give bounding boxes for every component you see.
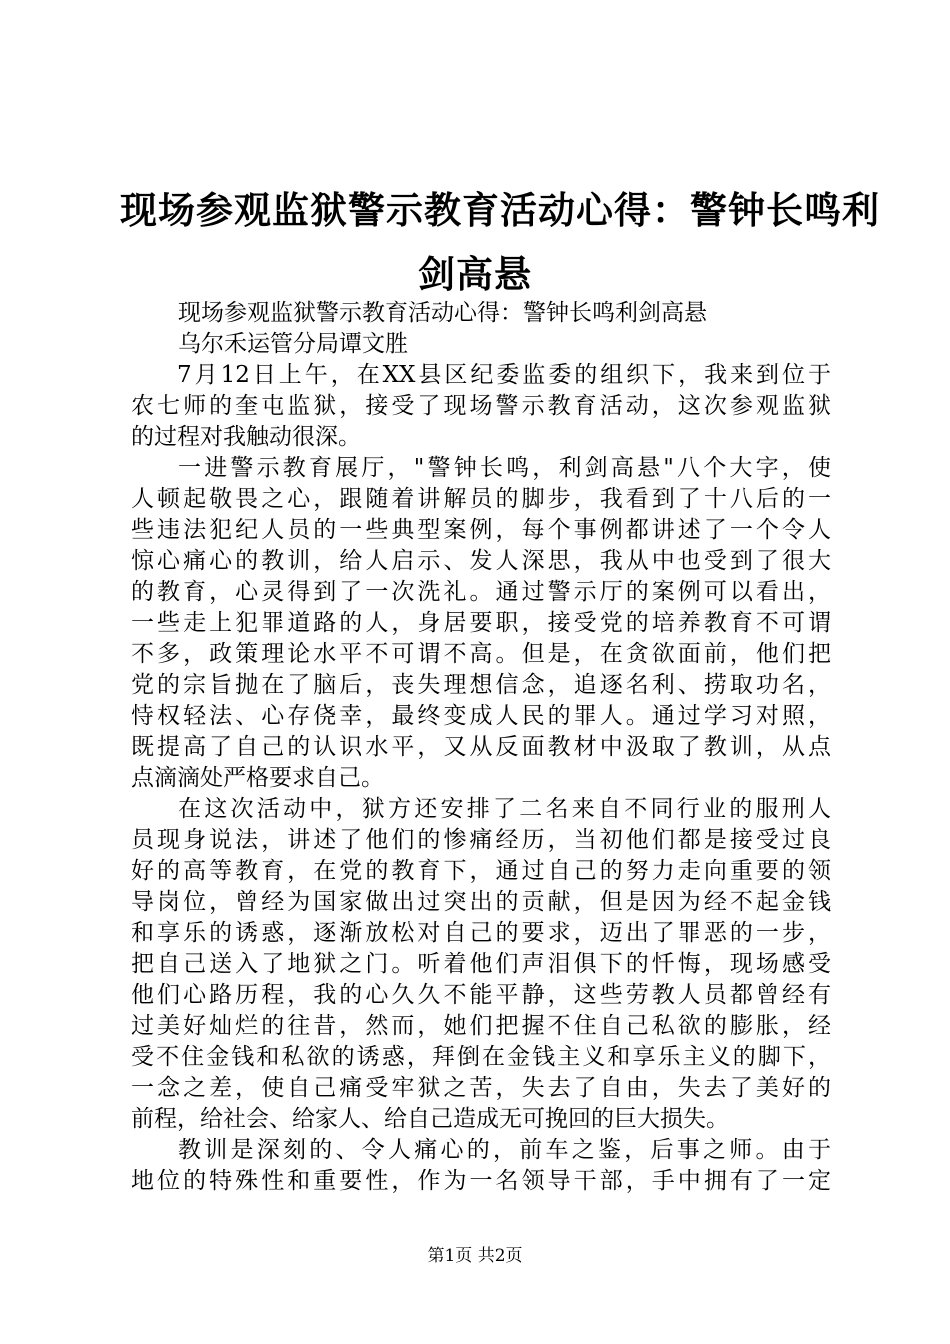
- paragraph-2-line-11: 点滴滴处严格要求自己。: [131, 765, 384, 791]
- paragraph-3-line-7: 他们心路历程，我的心久久不能平静，这些劳教人员都曾经有: [131, 982, 831, 1008]
- paragraph-2-line-4: 惊心痛心的教训，给人启示、发人深思，我从中也受到了很大: [131, 548, 831, 574]
- paragraph-3-line-8: 过美好灿烂的往昔，然而，她们把握不住自己私欲的膨胀，经: [131, 1013, 831, 1039]
- paragraph-3-line-9: 受不住金钱和私欲的诱惑，拜倒在金钱主义和享乐主义的脚下，: [131, 1044, 831, 1070]
- paragraph-2-line-8: 党的宗旨抛在了脑后，丧失理想信念，追逐名利、捞取功名，: [131, 672, 831, 698]
- paragraph-2-line-1: 一进警示教育展厅，"警钟长鸣，利剑高悬"八个大字，使: [178, 455, 831, 481]
- page-footer: 第1页 共2页: [427, 1246, 523, 1266]
- paragraph-2-line-5: 的教育，心灵得到了一次洗礼。通过警示厅的案例可以看出，: [131, 579, 831, 605]
- document-body: [131, 298, 831, 1197]
- paragraph-4-line-1: 教训是深刻的、令人痛心的，前车之鉴，后事之师。由于: [178, 1137, 831, 1163]
- author-line: 乌尔禾运管分局谭文胜: [178, 331, 408, 357]
- paragraph-1-line-1: 7月12日上午，在XX县区纪委监委的组织下，我来到位于: [177, 362, 831, 388]
- paragraph-3-line-10: 一念之差，使自己痛受牢狱之苦，失去了自由，失去了美好的: [131, 1075, 831, 1101]
- paragraph-2-line-6: 一些走上犯罪道路的人，身居要职，接受党的培养教育不可谓: [131, 610, 831, 636]
- title-line-2: 剑高悬: [418, 252, 532, 296]
- paragraph-2-line-9: 恃权轻法、心存侥幸，最终变成人民的罪人。通过学习对照，: [131, 703, 831, 729]
- paragraph-3-line-11: 前程，给社会、给家人、给自己造成无可挽回的巨大损失。: [131, 1106, 729, 1132]
- paragraph-1-line-3: 的过程对我触动很深。: [131, 424, 361, 450]
- paragraph-2-line-3: 些违法犯纪人员的一些典型案例，每个事例都讲述了一个令人: [131, 517, 831, 543]
- title-line-1: 现场参观监狱警示教育活动心得：警钟长鸣利: [120, 188, 880, 232]
- paragraph-4-line-2: 地位的特殊性和重要性，作为一名领导干部，手中拥有了一定: [131, 1168, 831, 1194]
- paragraph-2-line-10: 既提高了自己的认识水平，又从反面教材中汲取了教训，从点: [131, 734, 831, 760]
- paragraph-3-line-6: 把自己送入了地狱之门。听着他们声泪俱下的忏悔，现场感受: [131, 951, 831, 977]
- paragraph-1-line-2: 农七师的奎屯监狱，接受了现场警示教育活动，这次参观监狱: [131, 393, 831, 419]
- paragraph-3-line-3: 好的高等教育，在党的教育下，通过自己的努力走向重要的领: [131, 858, 831, 884]
- paragraph-2-line-7: 不多，政策理论水平不可谓不高。但是，在贪欲面前，他们把: [131, 641, 831, 667]
- document-title: [120, 178, 880, 306]
- paragraph-3-line-4: 导岗位，曾经为国家做出过突出的贡献，但是因为经不起金钱: [131, 889, 831, 915]
- paragraph-3-line-5: 和享乐的诱惑，逐渐放松对自己的要求，迈出了罪恶的一步，: [131, 920, 831, 946]
- paragraph-2-line-2: 人顿起敬畏之心，跟随着讲解员的脚步，我看到了十八后的一: [131, 486, 831, 512]
- paragraph-3-line-2: 员现身说法，讲述了他们的惨痛经历，当初他们都是接受过良: [131, 827, 831, 853]
- paragraph-3-line-1: 在这次活动中，狱方还安排了二名来自不同行业的服刑人: [178, 796, 831, 822]
- subtitle: 现场参观监狱警示教育活动心得：警钟长鸣利剑高悬: [178, 300, 707, 326]
